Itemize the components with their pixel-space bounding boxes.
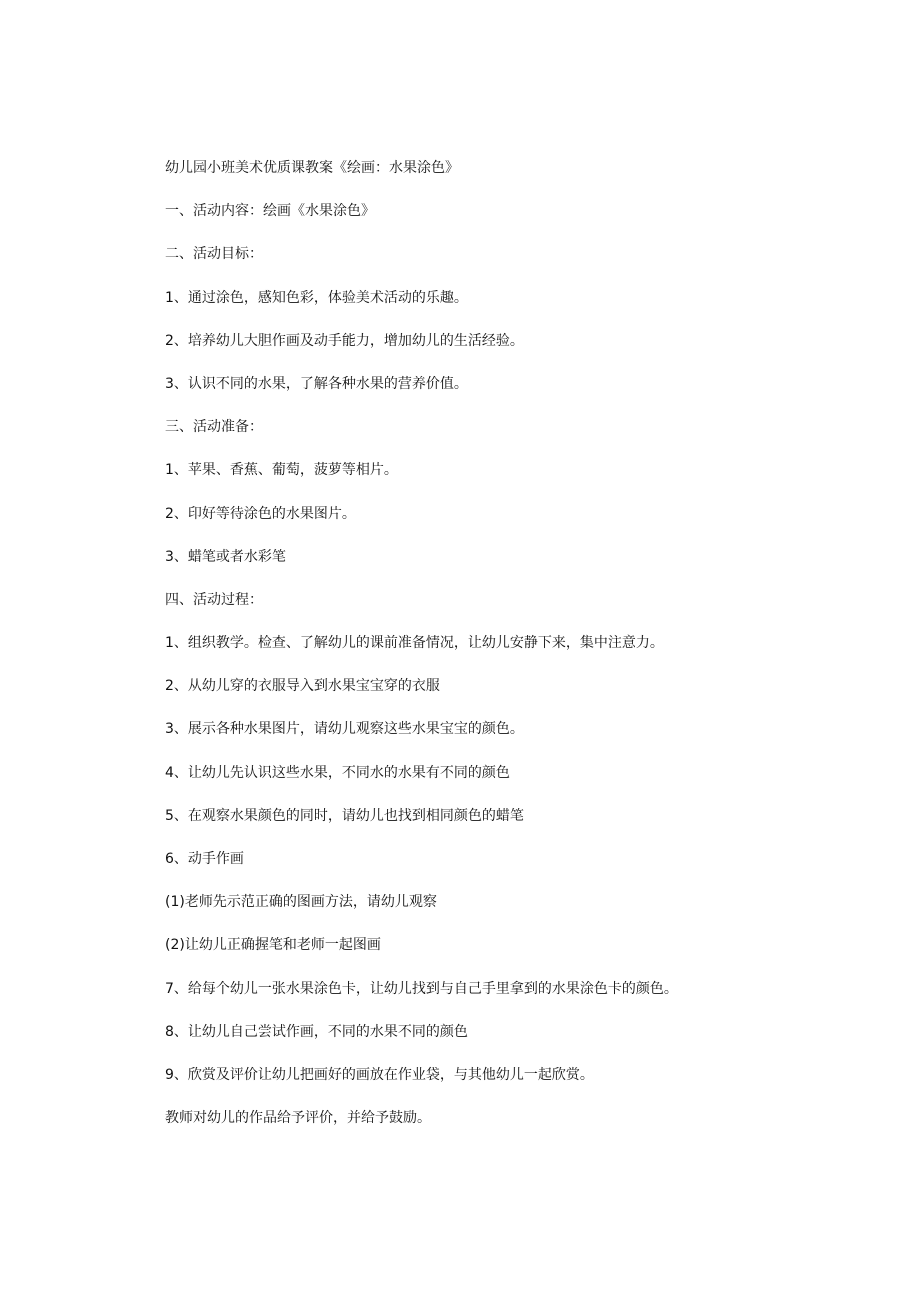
list-item: 2、从幼儿穿的衣服导入到水果宝宝穿的衣服: [165, 678, 440, 695]
section-heading: 三、活动准备：: [165, 419, 263, 436]
list-item: 1、通过涂色，感知色彩，体验美术活动的乐趣。: [165, 289, 468, 306]
list-item: 9、欣赏及评价让幼儿把画好的画放在作业袋，与其他幼儿一起欣赏。: [165, 1066, 594, 1083]
list-item: 3、展示各种水果图片，请幼儿观察这些水果宝宝的颜色。: [165, 721, 524, 738]
list-item: 3、蜡笔或者水彩笔: [165, 548, 286, 565]
list-item: 2、培养幼儿大胆作画及动手能力，增加幼儿的生活经验。: [165, 332, 524, 349]
list-item: 8、让幼儿自己尝试作画，不同的水果不同的颜色: [165, 1023, 468, 1040]
paragraph: 教师对幼儿的作品给予评价，并给予鼓励。: [165, 1110, 431, 1127]
section-heading: 四、活动过程：: [165, 591, 263, 608]
section-heading: 一、活动内容：绘画《水果涂色》: [165, 203, 375, 220]
list-item: 3、认识不同的水果，了解各种水果的营养价值。: [165, 375, 468, 392]
list-item: 5、在观察水果颜色的同时，请幼儿也找到相同颜色的蜡笔: [165, 807, 524, 824]
document-body: [165, 158, 885, 1151]
sub-list-item: (2)让幼儿正确握笔和老师一起图画: [165, 937, 381, 954]
sub-list-item: (1)老师先示范正确的图画方法，请幼儿观察: [165, 894, 437, 911]
list-item: 4、让幼儿先认识这些水果，不同水的水果有不同的颜色: [165, 764, 510, 781]
list-item: 6、动手作画: [165, 851, 244, 867]
list-item: 7、给每个幼儿一张水果涂色卡，让幼儿找到与自己手里拿到的水果涂色卡的颜色。: [165, 980, 678, 997]
list-item: 1、苹果、香蕉、葡萄，菠萝等相片。: [165, 462, 398, 479]
document-title: 幼儿园小班美术优质课教案《绘画：水果涂色》: [165, 160, 459, 176]
list-item: 1、组织教学。检查、了解幼儿的课前准备情况，让幼儿安静下来，集中注意力。: [165, 635, 664, 652]
list-item: 2、印好等待涂色的水果图片。: [165, 505, 356, 522]
section-heading: 二、活动目标：: [165, 246, 263, 263]
